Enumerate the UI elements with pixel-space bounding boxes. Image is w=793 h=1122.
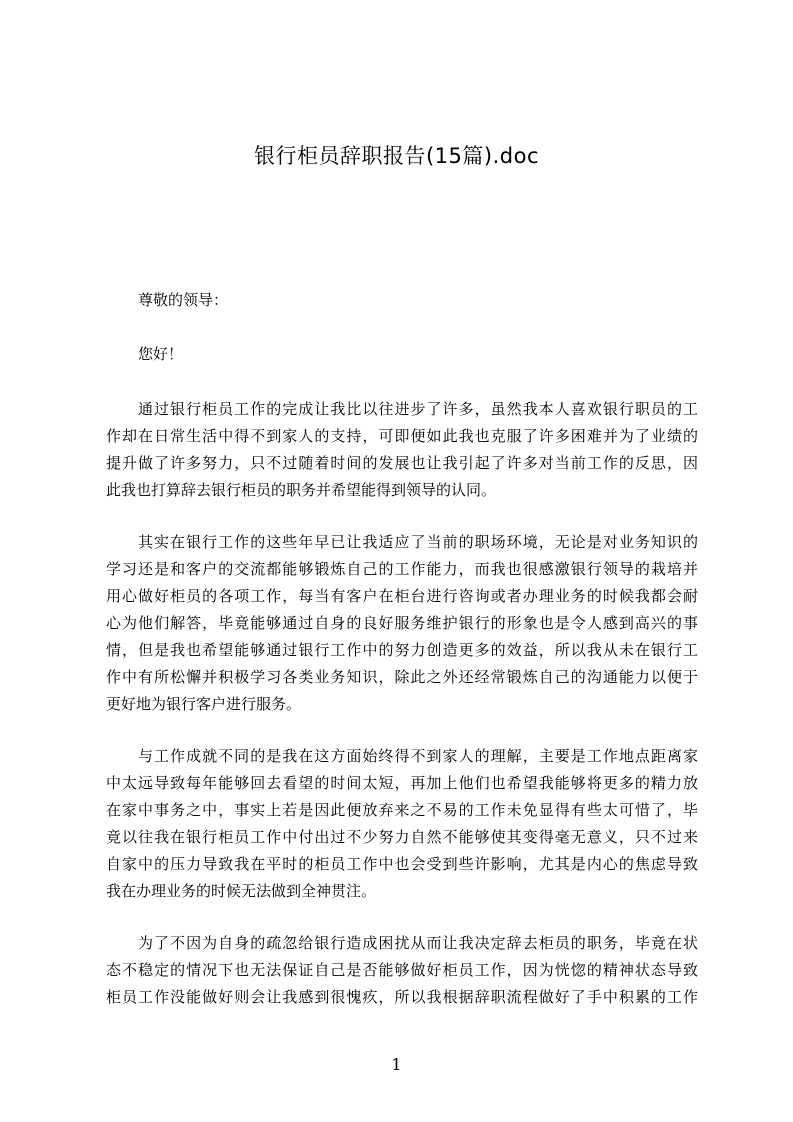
paragraph-3-line-4: 竟以往我在银行柜员工作中付出过不少努力自然不能够使其变得毫无意义，只不过来 xyxy=(106,828,698,846)
paragraph-4-line-3: 柜员工作没能做好则会让我感到很愧疚，所以我根据辞职流程做好了手中积累的工作 xyxy=(106,988,698,1006)
paragraph-2-line-7: 更好地为银行客户进行服务。 xyxy=(106,695,302,713)
greeting: 您好！ xyxy=(138,345,184,363)
paragraph-4-line-1: 为了不因为自身的疏忽给银行造成困扰从而让我决定辞去柜员的职务，毕竟在状 xyxy=(138,934,698,952)
salutation: 尊敬的领导： xyxy=(138,291,229,309)
paragraph-1-line-1: 通过银行柜员工作的完成让我比以往进步了许多，虽然我本人喜欢银行职员的工 xyxy=(138,400,698,418)
paragraph-3-line-6: 我在办理业务的时候无法做到全神贯注。 xyxy=(106,882,377,900)
paragraph-2-line-3: 用心做好柜员的各项工作，每当有客户在柜台进行咨询或者办理业务的时候我都会耐 xyxy=(106,587,698,605)
paragraph-3-line-2: 中太远导致每年能够回去看望的时间太短，再加上他们也希望我能够将更多的精力放 xyxy=(106,774,698,792)
paragraph-2-line-5: 情，但是我也希望能够通过银行工作中的努力创造更多的效益，所以我从未在银行工 xyxy=(106,641,698,659)
paragraph-3-line-1: 与工作成就不同的是我在这方面始终得不到家人的理解，主要是工作地点距离家 xyxy=(138,747,698,765)
page-number: 1 xyxy=(391,1055,402,1074)
paragraph-2-line-6: 作中有所松懈并积极学习各类业务知识，除此之外还经常锻炼自己的沟通能力以便于 xyxy=(106,668,698,686)
paragraph-2-line-1: 其实在银行工作的这些年早已让我适应了当前的职场环境，无论是对业务知识的 xyxy=(138,533,698,551)
paragraph-1-line-2: 作却在日常生活中得不到家人的支持，可即便如此我也克服了许多困难并为了业绩的 xyxy=(106,427,698,445)
paragraph-1-line-3: 提升做了许多努力，只不过随着时间的发展也让我引起了许多对当前工作的反思，因 xyxy=(106,454,698,472)
paragraph-2-line-4: 心为他们解答，毕竟能够通过自身的良好服务维护银行的形象也是令人感到高兴的事 xyxy=(106,614,698,632)
paragraph-3-line-3: 在家中事务之中，事实上若是因此便放弃来之不易的工作未免显得有些太可惜了，毕 xyxy=(106,801,698,819)
paragraph-1-line-4: 此我也打算辞去银行柜员的职务并希望能得到领导的认同。 xyxy=(106,481,497,499)
paragraph-4-line-2: 态不稳定的情况下也无法保证自己是否能够做好柜员工作，因为恍惚的精神状态导致 xyxy=(106,961,698,979)
document-title: 银行柜员辞职报告(15篇).doc xyxy=(253,144,539,168)
paragraph-2-line-2: 学习还是和客户的交流都能够锻炼自己的工作能力，而我也很感激银行领导的栽培并 xyxy=(106,560,698,578)
paragraph-3-line-5: 自家中的压力导致我在平时的柜员工作中也会受到些许影响，尤其是内心的焦虑导致 xyxy=(106,855,698,873)
